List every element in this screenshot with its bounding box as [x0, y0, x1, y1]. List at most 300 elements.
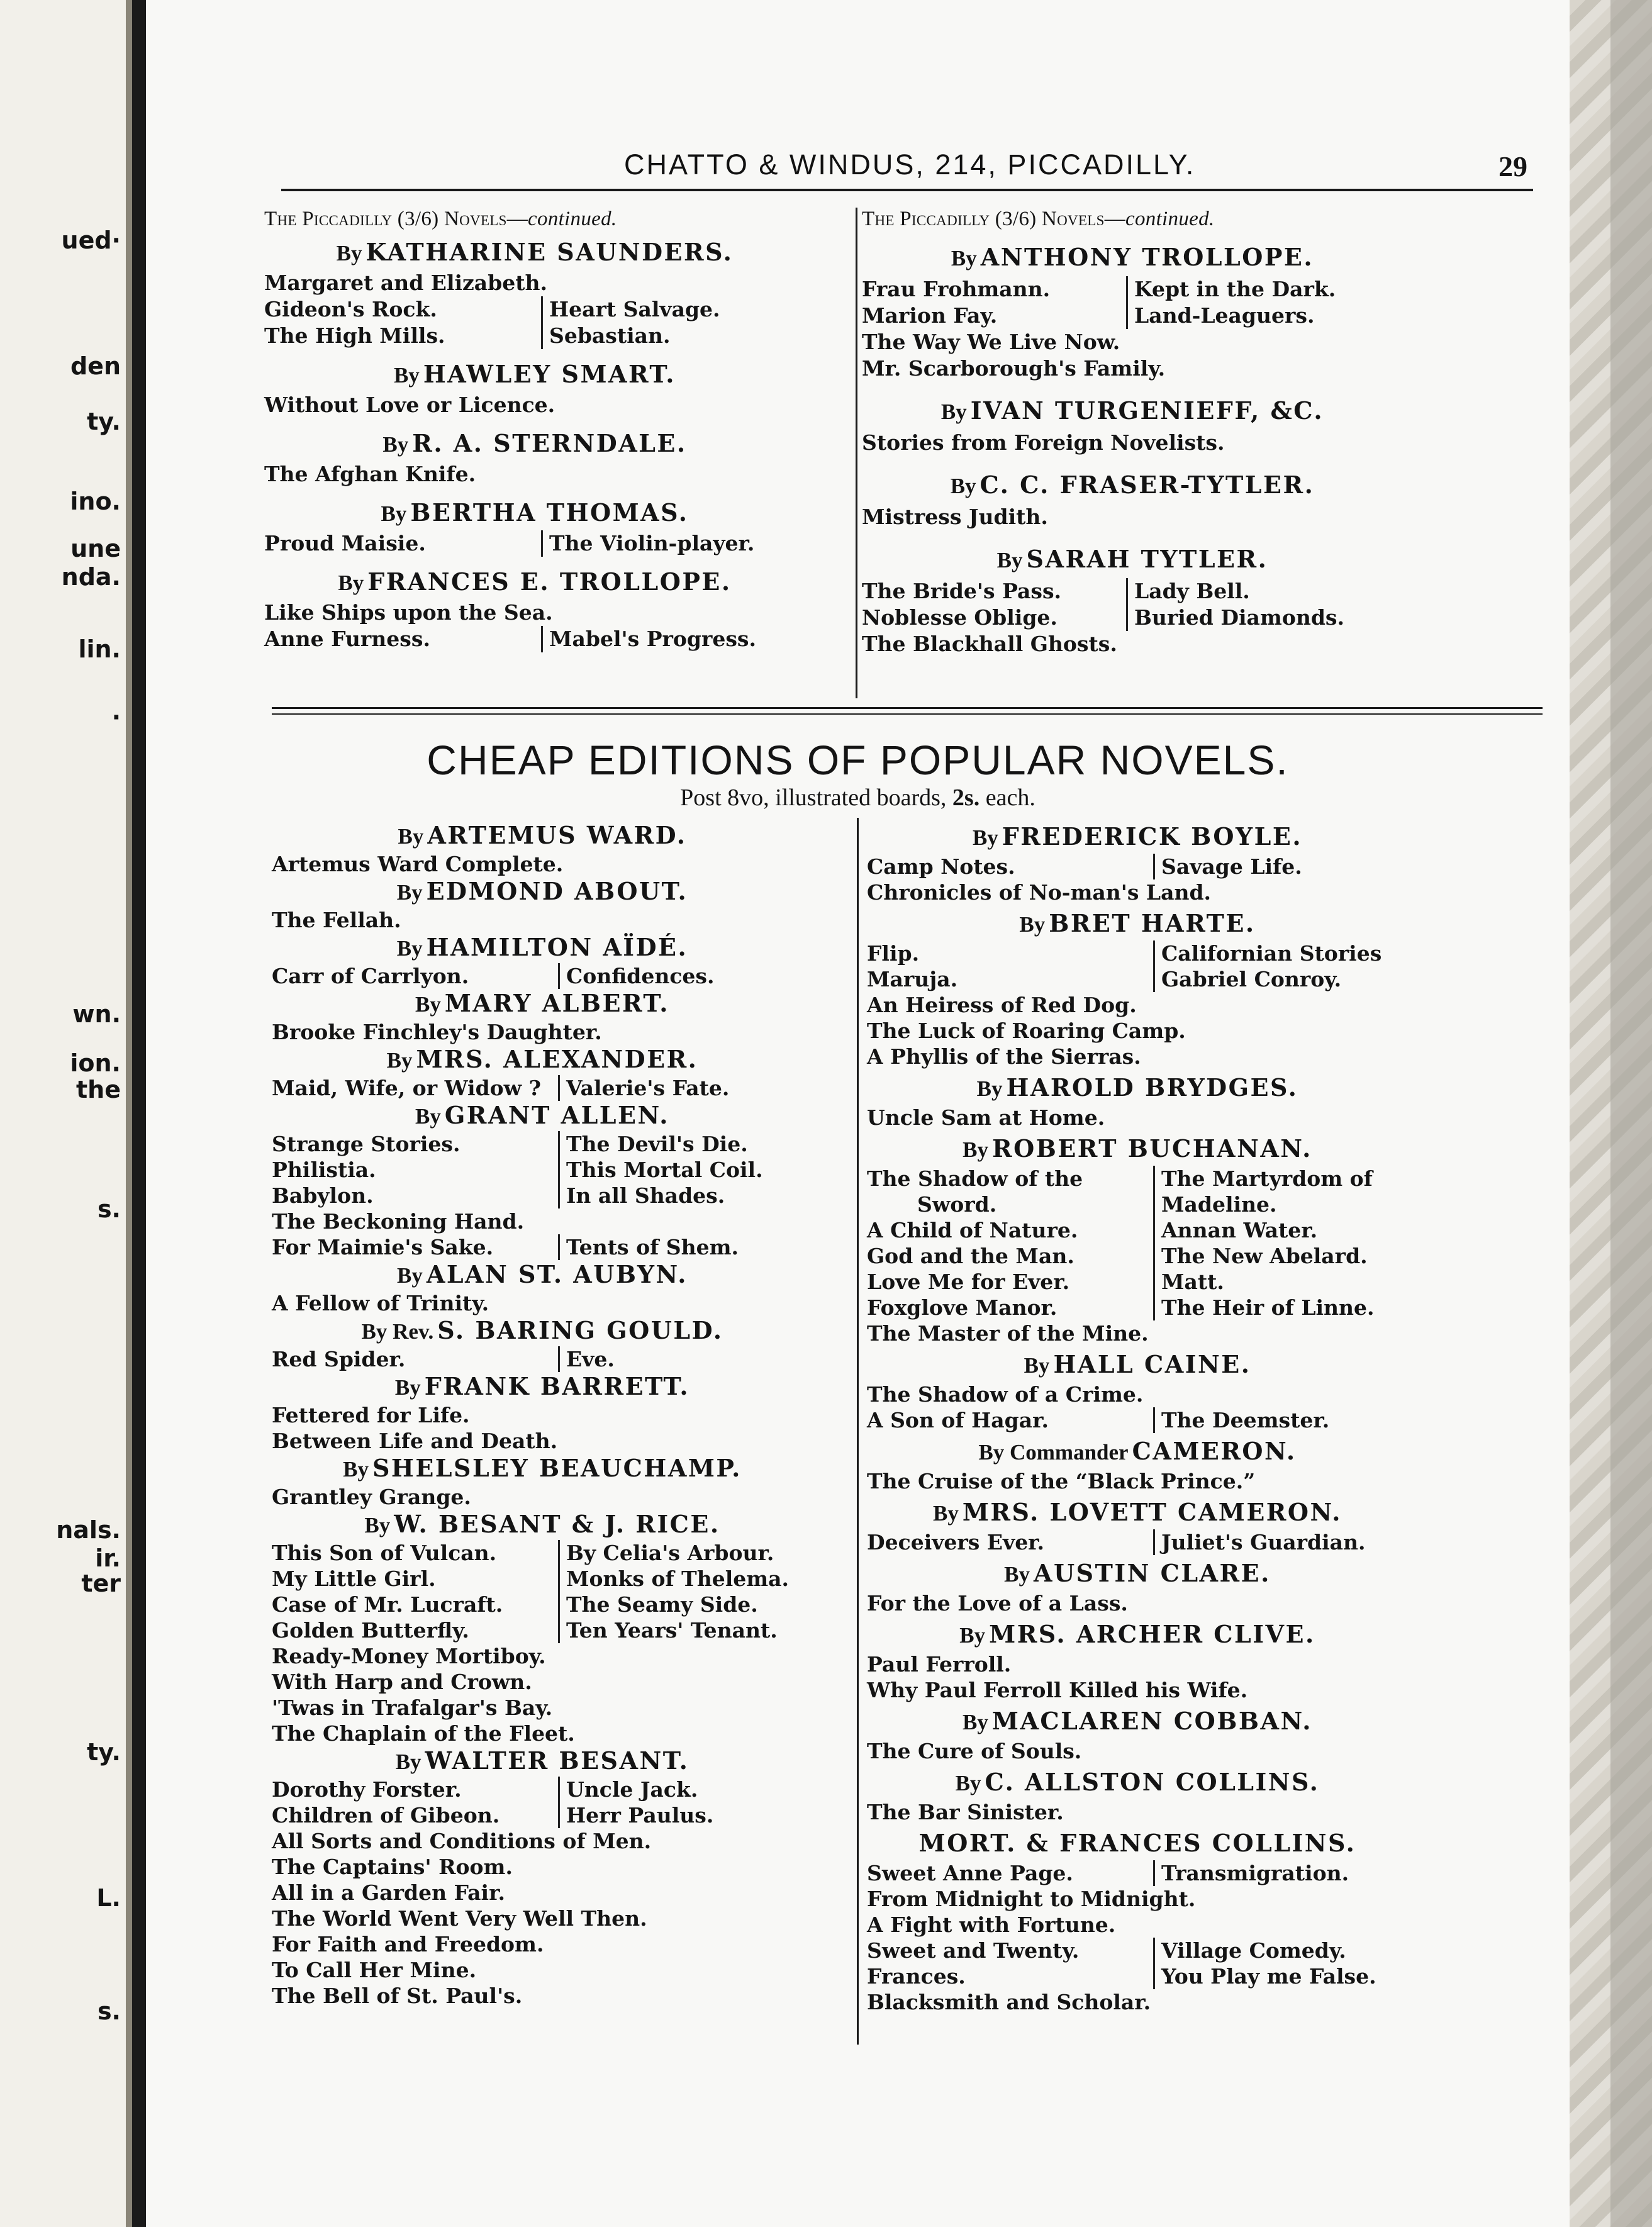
cheap-editions-heading: CHEAP EDITIONS OF POPULAR NOVELS.	[427, 737, 1289, 783]
author-heading	[862, 467, 1403, 504]
book-title: Heart Salvage.	[541, 296, 720, 323]
book-title: The Martyrdom of	[1153, 1166, 1373, 1192]
book-title: Philistia.	[272, 1158, 376, 1182]
book-title: Californian Stories	[1153, 940, 1381, 966]
book-title: The Master of the Mine.	[867, 1321, 1149, 1346]
book-title: This Mortal Coil.	[558, 1157, 763, 1183]
book-title: Mabel's Progress.	[541, 626, 756, 652]
author-name: C. ALLSTON COLLINS.	[985, 1768, 1320, 1796]
title-line	[867, 1217, 1571, 1243]
author-section	[867, 908, 1571, 1069]
book-title: To Call Her Mine.	[272, 1958, 477, 1982]
author-section	[867, 1705, 1571, 1764]
book-title: Transmigration.	[1153, 1860, 1349, 1886]
book-title: The Cure of Souls.	[867, 1739, 1082, 1763]
author-by: By	[963, 1137, 989, 1162]
author-heading	[272, 1746, 813, 1777]
author-by: By	[415, 992, 441, 1017]
title-line	[867, 966, 1571, 992]
book-title: Gabriel Conroy.	[1153, 966, 1341, 992]
title-line	[862, 578, 1566, 605]
author-name: CAMERON.	[1132, 1437, 1297, 1465]
author-section	[867, 1497, 1571, 1555]
series-name: The Piccadilly (3/6) Novels—	[862, 208, 1126, 230]
book-title: For Faith and Freedom.	[272, 1932, 544, 1956]
book-title: Annan Water.	[1153, 1217, 1317, 1243]
author-by: By	[396, 1263, 423, 1288]
title-line	[867, 1468, 1571, 1494]
book-title: The Fellah.	[272, 908, 401, 932]
author-by: By	[976, 1076, 1003, 1101]
author-heading	[272, 933, 813, 963]
title-line	[867, 1651, 1571, 1677]
book-title: Matt.	[1153, 1269, 1224, 1295]
author-name: MRS. ALEXANDER.	[416, 1045, 698, 1073]
margin-fragment: ty.	[87, 1738, 121, 1766]
book-title: The Blackhall Ghosts.	[862, 632, 1117, 656]
book-title: Grantley Grange.	[272, 1485, 471, 1509]
author-name: ALAN ST. AUBYN.	[426, 1260, 688, 1288]
author-by: By	[364, 1513, 391, 1538]
margin-fragment: ter	[81, 1570, 121, 1597]
author-by: By	[951, 246, 977, 271]
book-title: Ten Years' Tenant.	[558, 1617, 778, 1643]
author-name: MARY ALBERT.	[444, 989, 669, 1017]
author-section	[867, 1828, 1571, 2015]
author-name: W. BESANT & J. RICE.	[394, 1510, 720, 1538]
book-title: Strange Stories.	[272, 1132, 460, 1156]
title-line	[867, 879, 1571, 905]
book-title: Mistress Judith.	[862, 505, 1048, 529]
author-section	[862, 240, 1566, 382]
book-title: The Bar Sinister.	[867, 1800, 1064, 1824]
book-title: Madeline.	[1153, 1192, 1277, 1217]
title-line	[867, 1886, 1571, 1912]
book-title: Why Paul Ferroll Killed his Wife.	[867, 1678, 1248, 1702]
author-heading	[867, 1497, 1408, 1529]
section-rule-bottom	[272, 713, 1543, 715]
title-line	[862, 355, 1566, 382]
author-heading	[264, 496, 805, 530]
book-title: The Heir of Linne.	[1153, 1295, 1375, 1320]
book-title: The Way We Live Now.	[862, 330, 1120, 354]
book-title: In all Shades.	[558, 1183, 725, 1208]
adjacent-page-fragments	[0, 0, 126, 2227]
author-by: By	[959, 1623, 986, 1648]
author-by: By	[394, 1375, 421, 1400]
author-name: MACLAREN COBBAN.	[991, 1707, 1312, 1735]
book-title: Between Life and Death.	[272, 1429, 558, 1453]
title-line	[862, 276, 1566, 303]
margin-fragment: wn.	[72, 1000, 121, 1028]
author-name: AUSTIN CLARE.	[1034, 1559, 1271, 1587]
book-title: Village Comedy.	[1153, 1938, 1346, 1963]
title-line	[862, 605, 1566, 631]
author-name: FRANCES E. TROLLOPE.	[367, 567, 732, 596]
book-title: A Phyllis of the Sierras.	[867, 1044, 1141, 1069]
piccadilly-right-entries	[862, 240, 1566, 657]
book-title: The World Went Very Well Then.	[272, 1906, 647, 1931]
book-title: Camp Notes.	[867, 854, 1015, 879]
book-title: Fettered for Life.	[272, 1403, 470, 1427]
book-title: Children of Gibeon.	[272, 1803, 500, 1828]
author-heading	[264, 358, 805, 392]
book-title: Carr of Carrlyon.	[272, 964, 469, 988]
author-name: BERTHA THOMAS.	[410, 498, 689, 527]
book-title: Like Ships upon the Sea.	[264, 600, 553, 625]
author-name: SHELSLEY BEAUCHAMP.	[372, 1454, 742, 1482]
author-heading	[867, 1705, 1408, 1738]
author-heading	[272, 1045, 813, 1075]
book-title: Juliet's Guardian.	[1153, 1529, 1366, 1555]
book-title: The Afghan Knife.	[264, 462, 476, 486]
margin-fragment: s.	[97, 1195, 121, 1223]
title-line	[867, 1590, 1571, 1616]
book-title: Kept in the Dark.	[1126, 276, 1336, 303]
piccadilly-header-right	[862, 208, 1566, 231]
author-section	[862, 542, 1566, 657]
book-title: The Luck of Roaring Camp.	[867, 1019, 1186, 1043]
book-title: Eve.	[558, 1346, 615, 1372]
title-line	[862, 303, 1566, 329]
book-title: Sweet and Twenty.	[867, 1938, 1080, 1963]
author-heading	[867, 1767, 1408, 1799]
author-by: By	[336, 241, 362, 265]
book-title: The Deemster.	[1153, 1407, 1329, 1433]
author-heading	[272, 877, 813, 907]
author-by: By	[338, 571, 364, 595]
book-title: The New Abelard.	[1153, 1243, 1368, 1269]
book-title: Noblesse Oblige.	[862, 605, 1058, 630]
book-title: The Beckoning Hand.	[272, 1209, 525, 1234]
title-line	[867, 992, 1571, 1018]
book-title: The Devil's Die.	[558, 1131, 748, 1157]
author-heading	[272, 989, 813, 1019]
book-title: Brooke Finchley's Daughter.	[272, 1020, 602, 1044]
book-title: An Heiress of Red Dog.	[867, 993, 1137, 1017]
book-title: From Midnight to Midnight.	[867, 1887, 1196, 1911]
author-by: By	[382, 432, 409, 457]
title-line	[867, 1529, 1571, 1555]
book-title: Anne Furness.	[264, 627, 430, 651]
margin-fragment: lin.	[78, 635, 121, 663]
author-heading	[264, 427, 805, 461]
title-line	[867, 1166, 1571, 1192]
author-name: MORT. & FRANCES COLLINS.	[918, 1829, 1356, 1857]
margin-fragment: den	[70, 352, 121, 380]
author-heading	[867, 1436, 1408, 1468]
author-section	[867, 821, 1571, 905]
author-name: FREDERICK BOYLE.	[1002, 822, 1303, 851]
book-title: Ready-Money Mortiboy.	[272, 1644, 546, 1668]
book-title: This Son of Vulcan.	[272, 1541, 497, 1565]
author-by: By	[1019, 912, 1046, 937]
book-title: Artemus Ward Complete.	[272, 852, 564, 876]
book-title: Foxglove Manor.	[867, 1295, 1058, 1320]
author-by: By	[932, 1501, 959, 1526]
book-title: Sebastian.	[541, 323, 671, 349]
book-title: Marion Fay.	[862, 303, 998, 328]
book-title: Without Love or Licence.	[264, 393, 555, 417]
author-name: MRS. LOVETT CAMERON.	[962, 1498, 1342, 1526]
book-title: Blacksmith and Scholar.	[867, 1990, 1151, 2014]
author-by: By	[1024, 1353, 1050, 1378]
book-title: Savage Life.	[1153, 854, 1302, 879]
author-by: By	[415, 1104, 441, 1129]
book-title: A Fight with Fortune.	[867, 1912, 1116, 1937]
title-line	[862, 631, 1566, 657]
author-name: EDMOND ABOUT.	[426, 877, 688, 905]
book-title: Golden Butterfly.	[272, 1618, 469, 1643]
author-by: By	[972, 825, 998, 850]
book-title: Case of Mr. Lucraft.	[272, 1592, 503, 1617]
title-line	[862, 430, 1566, 456]
margin-fragment: ion.	[70, 1049, 121, 1077]
author-section	[867, 1619, 1571, 1703]
book-title: God and the Man.	[867, 1244, 1074, 1268]
book-title: Proud Maisie.	[264, 531, 426, 555]
author-name: SARAH TYTLER.	[1026, 545, 1268, 573]
book-title: My Little Girl.	[272, 1566, 436, 1591]
author-by: By	[955, 1771, 981, 1795]
author-by: By	[950, 474, 976, 498]
continued-label: continued.	[528, 208, 617, 230]
author-section	[867, 1072, 1571, 1130]
title-line	[867, 1269, 1571, 1295]
book-page	[146, 0, 1570, 2227]
title-line	[867, 1320, 1571, 1346]
title-line	[867, 1192, 1571, 1217]
margin-fragment: s.	[97, 1997, 121, 2025]
book-cover-shadow	[1610, 0, 1652, 2227]
title-line	[867, 940, 1571, 966]
header-rule	[281, 189, 1533, 191]
title-line	[867, 1963, 1571, 1989]
title-line	[867, 1381, 1571, 1407]
book-title: The Captains' Room.	[272, 1855, 513, 1879]
author-section	[867, 1436, 1571, 1494]
author-name: FRANK BARRETT.	[424, 1372, 690, 1400]
title-line	[867, 1407, 1571, 1433]
book-title: Frau Frohmann.	[862, 277, 1051, 301]
column-divider-top	[856, 208, 857, 698]
author-heading	[867, 1619, 1408, 1651]
book-title: Tents of Shem.	[558, 1234, 739, 1260]
margin-fragment: ino.	[70, 488, 121, 515]
author-by: By	[393, 363, 420, 388]
book-title: Lady Bell.	[1126, 578, 1250, 605]
author-name: S. BARING GOULD.	[437, 1316, 723, 1344]
author-by: By	[398, 824, 424, 849]
book-title: Herr Paulus.	[558, 1802, 713, 1828]
title-line	[867, 1677, 1571, 1703]
author-section	[867, 1767, 1571, 1825]
page-number: 29	[1499, 150, 1527, 182]
margin-fragment: une	[70, 535, 121, 562]
margin-fragment: ty.	[87, 408, 121, 435]
author-name: ROBERT BUCHANAN.	[992, 1134, 1312, 1163]
title-line	[867, 1799, 1571, 1825]
author-heading	[862, 240, 1403, 276]
price-text: 2s.	[952, 784, 980, 811]
author-heading	[272, 1260, 813, 1290]
author-section	[862, 393, 1566, 456]
author-heading	[867, 908, 1408, 940]
margin-fragment: L.	[96, 1884, 121, 1912]
book-title: Monks of Thelema.	[558, 1566, 789, 1592]
author-name: HAMILTON AÏDÉ.	[426, 933, 688, 961]
author-heading	[867, 1828, 1408, 1860]
book-title: Paul Ferroll.	[867, 1652, 1012, 1677]
margin-fragment: ·	[111, 703, 121, 731]
author-heading	[272, 1101, 813, 1131]
continued-label: continued.	[1125, 208, 1215, 230]
margin-fragment: the	[76, 1076, 121, 1103]
title-line	[867, 1738, 1571, 1764]
section-rule-top	[272, 707, 1543, 709]
title-line	[867, 1243, 1571, 1269]
book-title: Dorothy Forster.	[272, 1777, 462, 1802]
author-by: By	[963, 1710, 988, 1734]
margin-fragment: nals.	[56, 1516, 121, 1544]
author-name: HAWLEY SMART.	[423, 360, 676, 388]
author-by: By Rev.	[361, 1319, 434, 1344]
author-section	[862, 467, 1566, 530]
author-heading	[867, 821, 1408, 854]
book-title: Love Me for Ever.	[867, 1270, 1070, 1294]
book-title: Valerie's Fate.	[558, 1075, 729, 1101]
author-heading	[272, 821, 813, 851]
book-title: With Harp and Crown.	[272, 1670, 532, 1694]
author-name: BRET HARTE.	[1049, 909, 1256, 937]
author-heading	[867, 1133, 1408, 1166]
book-title: The Seamy Side.	[558, 1592, 758, 1617]
author-heading	[867, 1072, 1408, 1105]
author-heading	[867, 1558, 1408, 1590]
title-line	[867, 854, 1571, 879]
book-title: Maruja.	[867, 967, 958, 991]
margin-fragment: ir.	[95, 1544, 121, 1572]
book-title: Buried Diamonds.	[1126, 605, 1344, 631]
author-heading	[862, 393, 1403, 430]
book-title: 'Twas in Trafalgar's Bay.	[272, 1695, 553, 1720]
author-heading	[272, 1454, 813, 1484]
author-name: ARTEMUS WARD.	[427, 821, 687, 849]
author-by: By	[396, 880, 423, 905]
book-title: The Violin-player.	[541, 530, 754, 557]
author-heading	[272, 1372, 813, 1402]
running-head: CHATTO & WINDUS, 214, PICCADILLY.	[624, 148, 1196, 181]
book-title: Frances.	[867, 1964, 966, 1989]
book-title: Chronicles of No-man's Land.	[867, 880, 1212, 905]
book-title: Babylon.	[272, 1183, 374, 1208]
author-heading	[867, 1349, 1408, 1381]
author-section	[867, 1558, 1571, 1616]
author-heading	[862, 542, 1403, 578]
title-line	[867, 1938, 1571, 1963]
author-heading	[264, 566, 805, 600]
book-title: The Shadow of a Crime.	[867, 1382, 1144, 1407]
each-text: each.	[979, 784, 1035, 811]
book-title: Maid, Wife, or Widow ?	[272, 1076, 541, 1100]
book-title: A Fellow of Trinity.	[272, 1291, 489, 1315]
book-title: You Play me False.	[1153, 1963, 1376, 1989]
author-heading	[264, 236, 805, 270]
title-line	[867, 1044, 1571, 1069]
author-name: ANTHONY TROLLOPE.	[980, 243, 1314, 271]
book-title: Sword.	[917, 1192, 997, 1217]
book-title: The High Mills.	[264, 323, 445, 348]
piccadilly-right-column	[862, 208, 1566, 657]
column-divider-bottom	[857, 818, 859, 2045]
title-line	[862, 504, 1566, 530]
author-name: C. C. FRASER-TYTLER.	[979, 471, 1315, 499]
book-title: Red Spider.	[272, 1347, 406, 1371]
margin-fragment: ued·	[61, 226, 121, 254]
series-name: The Piccadilly (3/6) Novels—	[264, 208, 528, 230]
book-title: The Bell of St. Paul's.	[272, 1984, 523, 2008]
author-by: By	[395, 1750, 421, 1774]
book-title: The Cruise of the “Black Prince.”	[867, 1469, 1256, 1493]
author-name: MRS. ARCHER CLIVE.	[989, 1620, 1315, 1648]
book-title: Flip.	[867, 941, 920, 966]
author-by: By	[1004, 1562, 1030, 1587]
book-title: All Sorts and Conditions of Men.	[272, 1829, 652, 1853]
book-title: Uncle Sam at Home.	[867, 1105, 1105, 1130]
author-heading	[272, 1510, 813, 1540]
book-title: For the Love of a Lass.	[867, 1591, 1128, 1616]
author-name: IVAN TURGENIEFF, &C.	[970, 396, 1324, 425]
cheap-right-column	[867, 821, 1571, 2015]
author-name: HAROLD BRYDGES.	[1006, 1073, 1298, 1102]
cheap-editions-subheading	[146, 784, 1570, 812]
title-line	[867, 1860, 1571, 1886]
margin-fragment: nda.	[61, 563, 121, 591]
title-line	[867, 1295, 1571, 1320]
author-name: WALTER BESANT.	[425, 1746, 689, 1775]
author-by: By Commander	[978, 1440, 1129, 1465]
book-title: Gideon's Rock.	[264, 297, 437, 321]
author-by: By	[996, 548, 1023, 572]
book-title: The Shadow of the	[867, 1166, 1083, 1191]
book-title: Mr. Scarborough's Family.	[862, 356, 1166, 381]
author-name: KATHARINE SAUNDERS.	[366, 238, 734, 266]
book-title: By Celia's Arbour.	[558, 1540, 774, 1566]
book-title: Uncle Jack.	[558, 1777, 698, 1802]
book-title: A Child of Nature.	[867, 1218, 1078, 1242]
title-line	[867, 1912, 1571, 1938]
title-line	[867, 1989, 1571, 2015]
book-title: Margaret and Elizabeth.	[264, 271, 547, 295]
author-by: By	[343, 1457, 369, 1482]
book-title: All in a Garden Fair.	[272, 1880, 505, 1905]
page-gutter-shadow	[132, 0, 146, 2227]
book-title: A Son of Hagar.	[867, 1408, 1049, 1432]
title-line	[862, 329, 1566, 355]
book-title: For Maimie's Sake.	[272, 1235, 494, 1259]
author-name: GRANT ALLEN.	[444, 1101, 670, 1129]
author-section	[867, 1349, 1571, 1433]
title-line	[867, 1018, 1571, 1044]
author-name: HALL CAINE.	[1053, 1350, 1251, 1378]
author-heading	[272, 1316, 813, 1346]
format-text: Post 8vo, illustrated boards,	[680, 784, 952, 811]
author-name: R. A. STERNDALE.	[412, 429, 687, 457]
book-title: Sweet Anne Page.	[867, 1861, 1073, 1885]
book-title: Land-Leaguers.	[1126, 303, 1314, 329]
book-title: The Chaplain of the Fleet.	[272, 1721, 575, 1746]
book-title: Deceivers Ever.	[867, 1530, 1045, 1554]
